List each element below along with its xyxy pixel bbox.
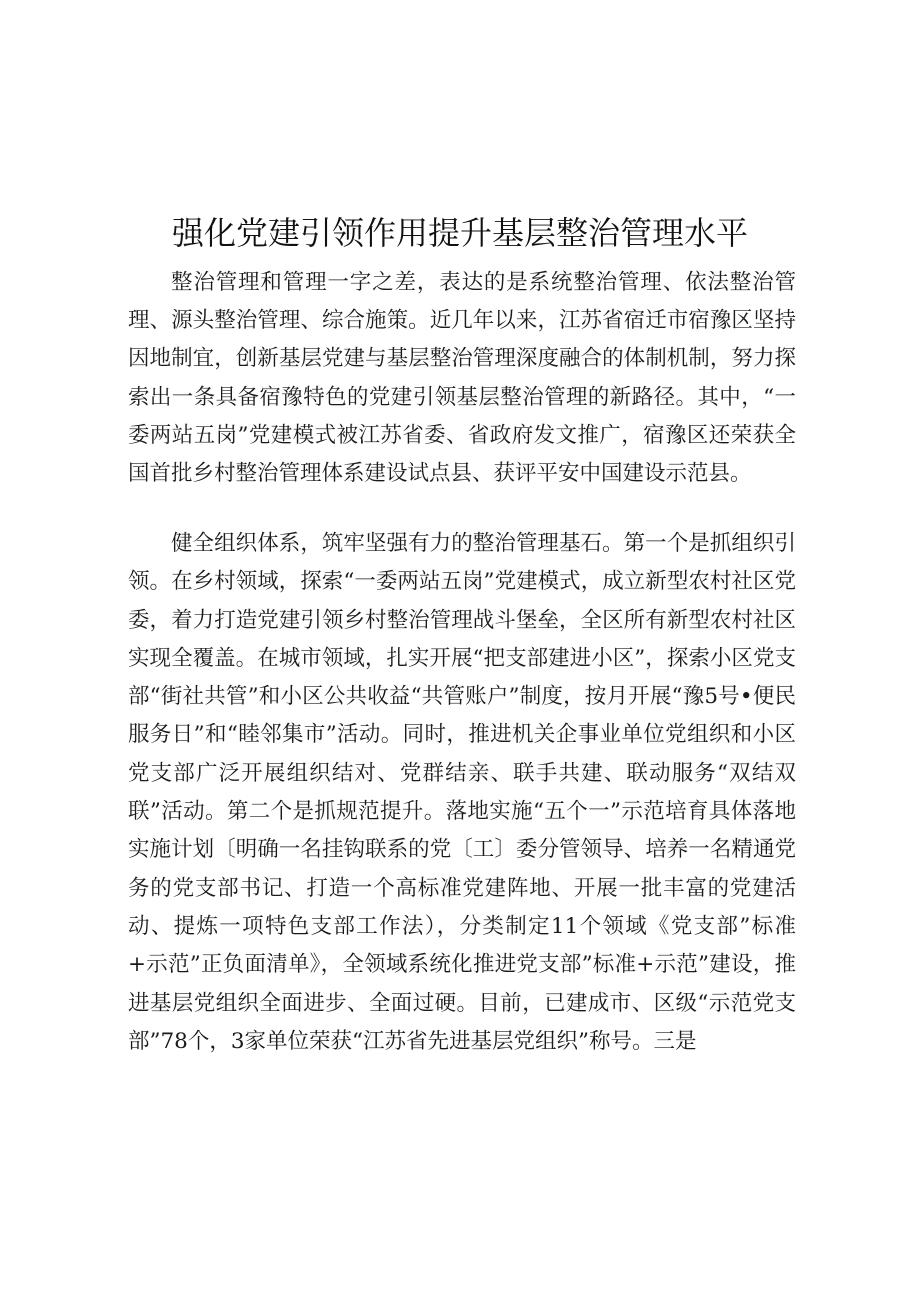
paragraph-block-2 (128, 525, 796, 1061)
paragraph-1: 整治管理和管理一字之差，表达的是系统整治管理、依法整治管理、源头整治管理、综合施策。近几年以来，江苏省宿迁市宿豫区坚持因地制宜，创新基层党建与基层整治管理深度融合的体制机制，努力探索出一条具备宿豫特色的党建引领基层整治管理的新路径。其中，“一委两站五岗”党建模式被江苏省委、省政府发文推广，宿豫区还荣获全国首批乡村整治管理体系建设试点县、获评平安中国建设示范县。 (128, 270, 796, 487)
paragraph-2: 健全组织体系，筑牢坚强有力的整治管理基石。第一个是抓组织引领。在乡村领域，探索“一委两站五岗”党建模式，成立新型农村社区党委，着力打造党建引领乡村整治管理战斗堡垒，全区所有新型农村社区实现全覆盖。在城市领域，扎实开展“把支部建进小区”，探索小区党支部“街社共管”和小区公共收益“共管账户”制度，按月开展“豫5号•便民服务日”和“睦邻集市”活动。同时，推进机关企事业单位党组织和小区党支部广泛开展组织结对、党群结亲、联手共建、联动服务“双结双联”活动。第二个是抓规范提升。落地实施“五个一”示范培育具体落地实施计划〔明确一名挂钩联系的党〔工〕委分管领导、培养一名精通党务的党支部书记、打造一个高标准党建阵地、开展一批丰富的党建活动、提炼一项特色支部工作法），分类制定11个领域《党支部”标准+示范”正负面清单》，全领域系统化推进党支部”标准+示范”建设，推进基层党组织全面进步、全面过硬。目前，已建成市、区级“示范党支部”78个，3家单位荣获“江苏省先进基层党组织”称号。三是 (128, 531, 796, 1054)
document-title: 强化党建引领作用提升基层整治管理水平 (171, 214, 748, 252)
paragraph-block-1 (128, 264, 796, 493)
